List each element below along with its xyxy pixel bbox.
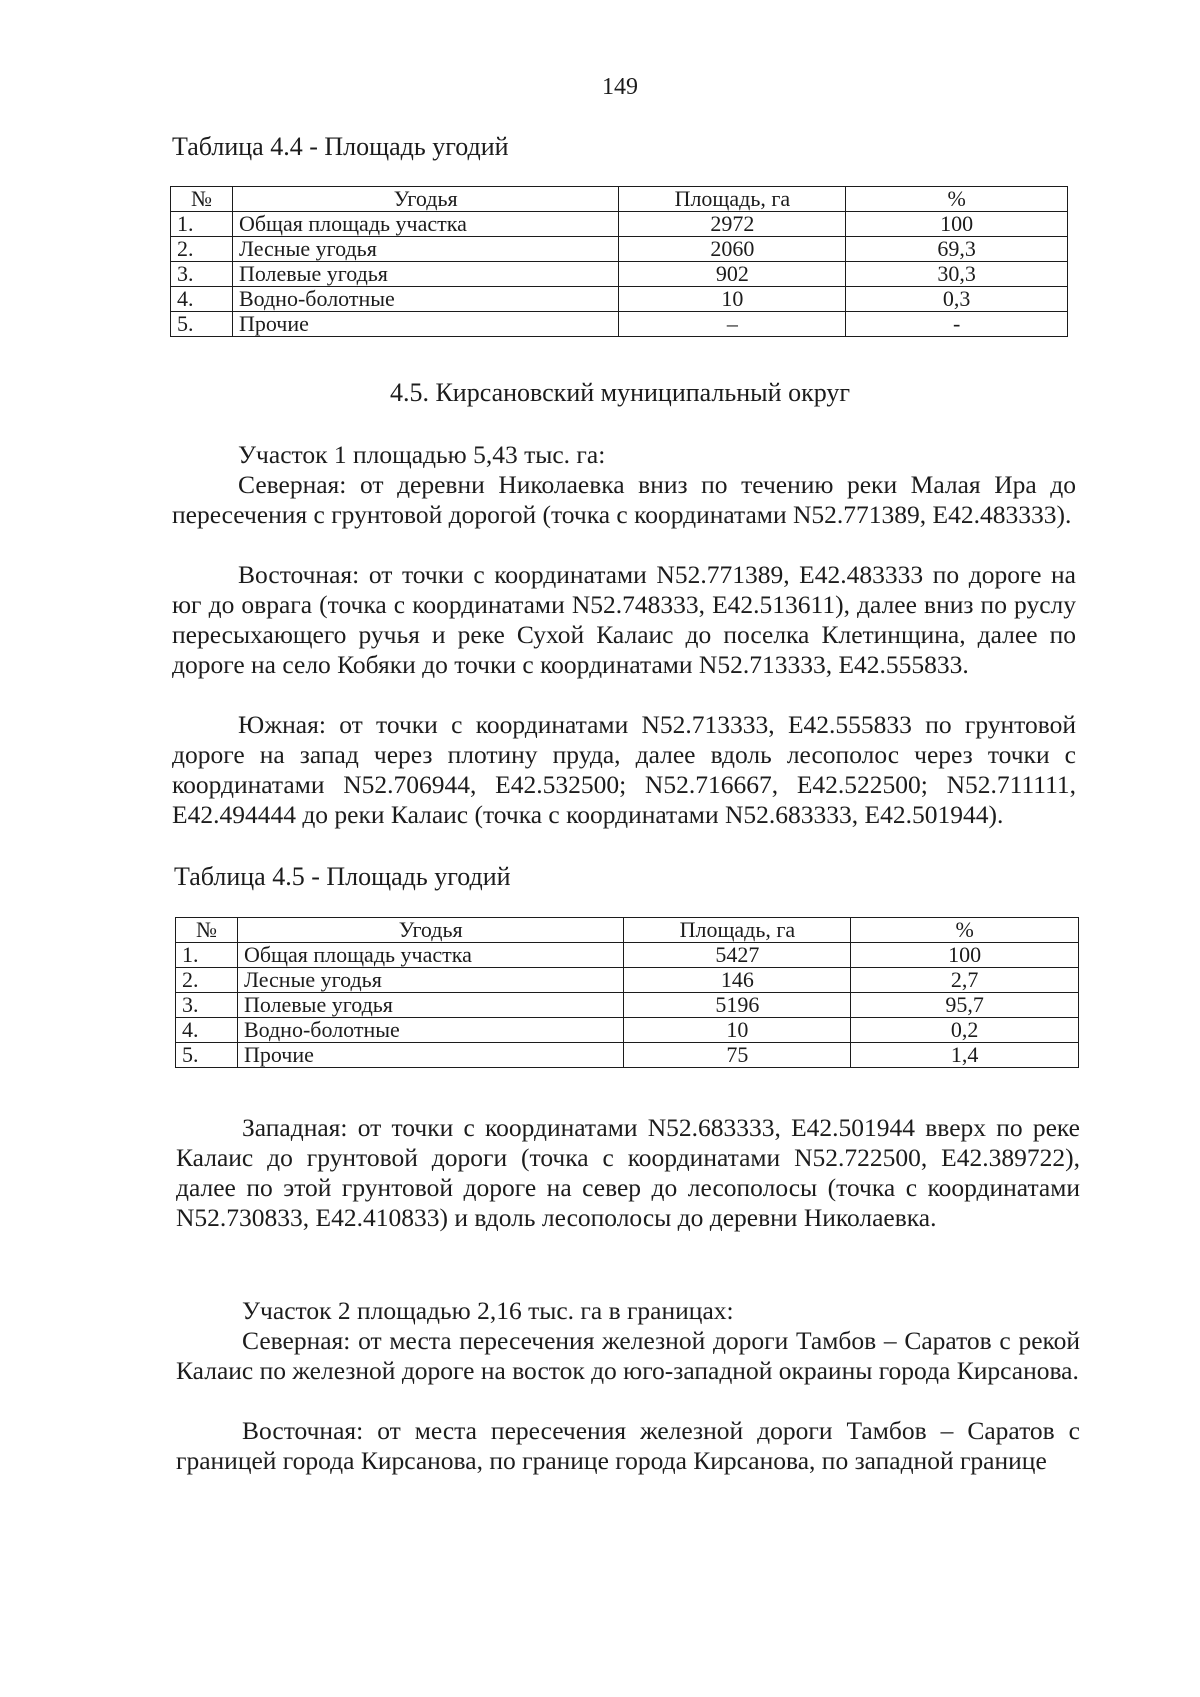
header-cell: Угодья xyxy=(237,918,624,943)
row-number: 4. xyxy=(171,287,233,312)
row-number: 5. xyxy=(176,1043,238,1068)
land-type: Общая площадь участка xyxy=(237,943,624,968)
plot-2-title: Участок 2 площадью 2,16 тыс. га в границах: xyxy=(242,1296,734,1325)
percent-value: - xyxy=(846,312,1068,337)
area-value: 5196 xyxy=(624,993,851,1018)
land-type: Водно-болотные xyxy=(237,1018,624,1043)
table-row xyxy=(176,968,1079,993)
plot-1-west-border: Западная: от точки с координатами N52.683333, E42.501944 вверх по реке Калаис до грунтовой дороги (точка с координатами N52.722500, E42.389722), далее по этой грунтовой дороге на север до лесополосы (точка с координатами N52.730833, E42.410833) и вдоль лесополосы до деревни Николаевка. xyxy=(176,1113,1080,1232)
percent-value: 2,7 xyxy=(851,968,1079,993)
plot-1-north-border: Северная: от деревни Николаевка вниз по течению реки Малая Ира до пересечения с грунтовой дорогой (точка с координатами N52.771389, E42.483333). xyxy=(172,470,1076,529)
row-number: 2. xyxy=(176,968,238,993)
table-4-4-caption: Таблица 4.4 - Площадь угодий xyxy=(172,132,509,161)
land-type: Лесные угодья xyxy=(237,968,624,993)
area-value: 5427 xyxy=(624,943,851,968)
table-row xyxy=(171,212,1068,237)
plot-2-north-border: Северная: от места пересечения железной дороги Тамбов – Саратов с рекой Калаис по железной дороге на восток до юго-западной окраины города Кирсанова. xyxy=(176,1326,1080,1385)
table-row xyxy=(171,262,1068,287)
percent-value: 95,7 xyxy=(851,993,1079,1018)
area-value: – xyxy=(619,312,846,337)
row-number: 4. xyxy=(176,1018,238,1043)
header-cell: № xyxy=(171,187,233,212)
area-value: 10 xyxy=(619,287,846,312)
row-number: 1. xyxy=(171,212,233,237)
area-value: 902 xyxy=(619,262,846,287)
percent-value: 100 xyxy=(851,943,1079,968)
plot-1-south-border: Южная: от точки с координатами N52.713333, E42.555833 по грунтовой дороге на запад через плотину пруда, далее вдоль лесополос через точки с координатами N52.706944, E42.532500; N52.716667, E42.522500; N52.711111, E42.494444 до реки Калаис (точка с координатами N52.683333, E42.501944). xyxy=(172,710,1076,829)
percent-value: 30,3 xyxy=(846,262,1068,287)
plot-1-east-border: Восточная: от точки с координатами N52.771389, E42.483333 по дороге на юг до оврага (точка с координатами N52.748333, E42.513611), далее вниз по руслу пересыхающего ручья и реке Сухой Калаис до поселка Клетинщина, далее по дороге на село Кобяки до точки с координатами N52.713333, E42.555833. xyxy=(172,560,1076,679)
percent-value: 1,4 xyxy=(851,1043,1079,1068)
percent-value: 100 xyxy=(846,212,1068,237)
table-header-row xyxy=(171,187,1068,212)
header-cell: Площадь, га xyxy=(624,918,851,943)
percent-value: 69,3 xyxy=(846,237,1068,262)
area-value: 75 xyxy=(624,1043,851,1068)
land-type: Прочие xyxy=(232,312,619,337)
percent-value: 0,3 xyxy=(846,287,1068,312)
page-number: 149 xyxy=(602,74,638,100)
area-value: 2060 xyxy=(619,237,846,262)
area-value: 10 xyxy=(624,1018,851,1043)
row-number: 3. xyxy=(176,993,238,1018)
table-row xyxy=(171,312,1068,337)
row-number: 1. xyxy=(176,943,238,968)
header-cell: Площадь, га xyxy=(619,187,846,212)
table-row xyxy=(171,287,1068,312)
land-type: Полевые угодья xyxy=(232,262,619,287)
land-type: Лесные угодья xyxy=(232,237,619,262)
plot-1-title: Участок 1 площадью 5,43 тыс. га: xyxy=(238,440,606,469)
plot-2-east-border: Восточная: от места пересечения железной дороги Тамбов – Саратов с границей города Кирсанова, по границе города Кирсанова, по западной границе xyxy=(176,1416,1080,1475)
row-number: 3. xyxy=(171,262,233,287)
table-row xyxy=(176,993,1079,1018)
table-header-row xyxy=(176,918,1079,943)
row-number: 5. xyxy=(171,312,233,337)
row-number: 2. xyxy=(171,237,233,262)
land-type: Водно-болотные xyxy=(232,287,619,312)
table-4-4 xyxy=(170,186,1068,337)
header-cell: Угодья xyxy=(232,187,619,212)
land-type: Прочие xyxy=(237,1043,624,1068)
land-type: Полевые угодья xyxy=(237,993,624,1018)
header-cell: № xyxy=(176,918,238,943)
table-4-5 xyxy=(175,917,1079,1068)
area-value: 146 xyxy=(624,968,851,993)
table-row xyxy=(176,943,1079,968)
land-type: Общая площадь участка xyxy=(232,212,619,237)
header-cell: % xyxy=(851,918,1079,943)
percent-value: 0,2 xyxy=(851,1018,1079,1043)
header-cell: % xyxy=(846,187,1068,212)
table-4-5-caption: Таблица 4.5 - Площадь угодий xyxy=(174,862,511,891)
section-heading: 4.5. Кирсановский муниципальный округ xyxy=(389,378,851,407)
area-value: 2972 xyxy=(619,212,846,237)
table-row xyxy=(176,1018,1079,1043)
table-row xyxy=(176,1043,1079,1068)
table-row xyxy=(171,237,1068,262)
